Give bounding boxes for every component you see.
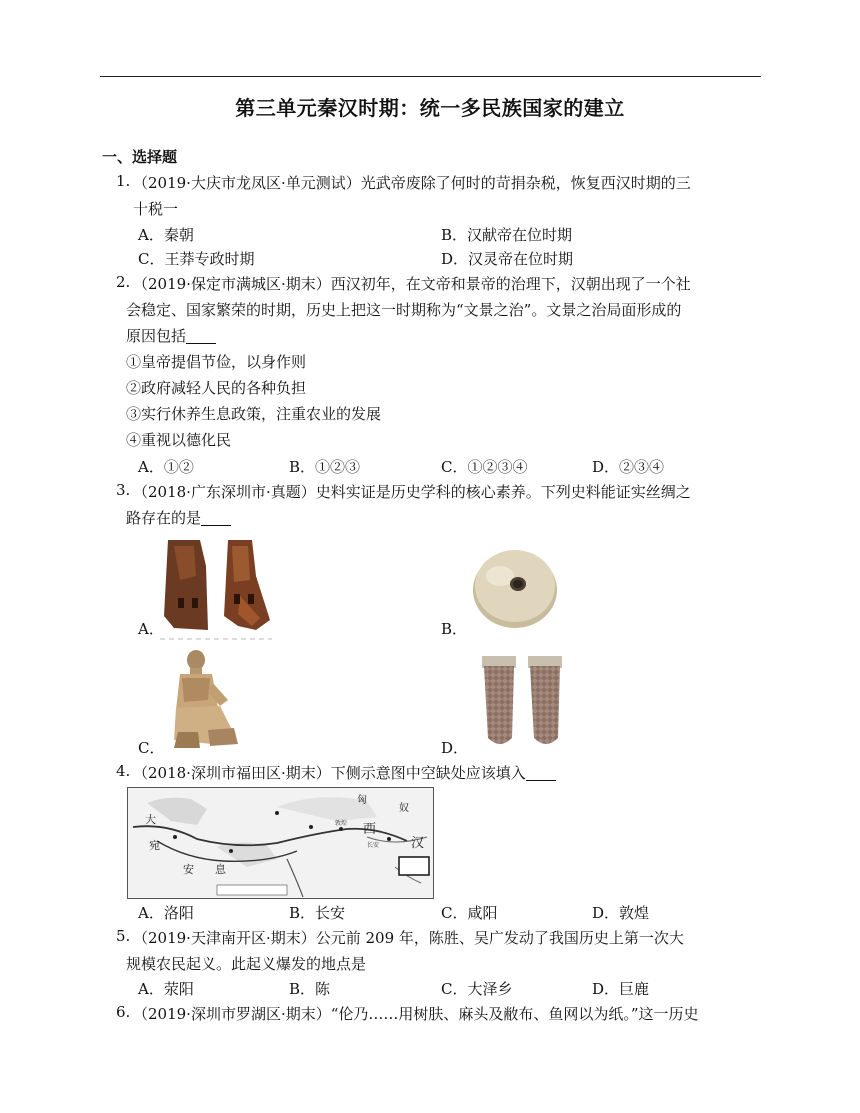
option-a[interactable]: A． <box>138 620 164 638</box>
option-a[interactable]: A．洛阳 <box>138 904 194 922</box>
question-stem-line: （2019·保定市满城区·期末）西汉初年，在文帝和景帝的治理下，汉朝出现了一个社 <box>133 275 691 293</box>
stone-spindle-disc-image <box>470 542 560 632</box>
answer-blank[interactable] <box>201 509 231 526</box>
question-number: 2. <box>116 273 131 291</box>
silk-socks-image <box>478 654 568 750</box>
question-number: 3. <box>116 481 131 499</box>
option-a[interactable]: A．秦朝 <box>138 226 194 244</box>
option-c[interactable]: C．咸阳 <box>441 904 498 922</box>
option-d[interactable]: D．汉灵帝在位时期 <box>441 250 574 268</box>
option-d[interactable]: D． <box>441 739 469 757</box>
map-label: 宛 <box>149 839 160 852</box>
map-label: 大 <box>145 813 156 826</box>
option-c[interactable]: C． <box>138 739 165 757</box>
map-blank-box <box>399 857 429 875</box>
question-stem-line: （2019·深圳市罗湖区·期末）“伦乃……用树肤、麻头及敝布、鱼网以为纸。”这一历史 <box>133 1005 699 1023</box>
option-d[interactable]: D．巨鹿 <box>592 980 650 998</box>
question-number: 4. <box>116 762 131 780</box>
question-stem-line: （2018·深圳市福田区·期末）下侧示意图中空缺处应该填入 <box>133 762 556 783</box>
question-stem-line: （2019·天津南开区·期末）公元前 209 年，陈胜、吴广发动了我国历史上第一次大 <box>133 929 684 947</box>
question-stem-line: 路存在的是 <box>126 507 231 528</box>
option-b[interactable]: B．长安 <box>289 904 346 922</box>
option-c[interactable]: C．王莽专政时期 <box>138 250 255 268</box>
map-label: 敦煌 <box>335 820 348 827</box>
statement-item: ④重视以德化民 <box>126 431 232 449</box>
map-label: 安 <box>183 863 194 876</box>
question-stem-line: （2018·广东深圳市·真题）史料实证是历史学科的核心素养。下列史料能证实丝绸之 <box>133 483 691 501</box>
terracotta-warrior-image <box>168 648 240 750</box>
option-a[interactable]: A．荥阳 <box>138 980 194 998</box>
answer-blank[interactable] <box>526 764 556 781</box>
page-title: 第三单元秦汉时期：统一多民族国家的建立 <box>235 96 625 120</box>
top-rule <box>100 76 761 77</box>
map-label: 息 <box>215 863 226 876</box>
map-label: 长安 <box>367 842 380 849</box>
map-label: 匈 <box>357 795 367 806</box>
section-heading: 一、选择题 <box>102 148 178 166</box>
silk-road-map <box>127 787 434 899</box>
question-stem-line: 原因包括 <box>126 325 216 346</box>
map-label: 奴 <box>399 803 409 814</box>
option-a[interactable]: A．①② <box>138 458 194 476</box>
question-stem-line: 会稳定、国家繁荣的时期，历史上把这一时期称为“文景之治”。文景之治局面形成的 <box>126 301 682 319</box>
option-b[interactable]: B． <box>441 620 468 638</box>
question-number: 6. <box>116 1003 131 1021</box>
option-c[interactable]: C．①②③④ <box>441 458 528 476</box>
question-stem-line: 十税一 <box>133 200 179 218</box>
statement-item: ③实行休养生息政策，注重农业的发展 <box>126 405 382 423</box>
option-b[interactable]: B．汉献帝在位时期 <box>441 226 573 244</box>
option-b[interactable]: B．①②③ <box>289 458 361 476</box>
statement-item: ①皇帝提倡节俭，以身作则 <box>126 353 307 371</box>
statement-item: ②政府减轻人民的各种负担 <box>126 379 307 397</box>
answer-blank[interactable] <box>186 327 216 344</box>
map-label: 汉 <box>411 836 425 851</box>
question-number: 1. <box>116 172 131 190</box>
question-number: 5. <box>116 927 131 945</box>
map-label: 西 <box>363 822 377 837</box>
question-stem-line: （2019·大庆市龙凤区·单元测试）光武帝废除了何时的苛捐杂税，恢复西汉时期的三 <box>133 174 691 192</box>
option-d[interactable]: D．②③④ <box>592 458 665 476</box>
bronze-spade-coins-image <box>160 536 272 640</box>
option-d[interactable]: D．敦煌 <box>592 904 650 922</box>
option-b[interactable]: B．陈 <box>289 980 331 998</box>
option-c[interactable]: C．大泽乡 <box>441 980 513 998</box>
question-stem-line: 规模农民起义。此起义爆发的地点是 <box>126 955 367 973</box>
